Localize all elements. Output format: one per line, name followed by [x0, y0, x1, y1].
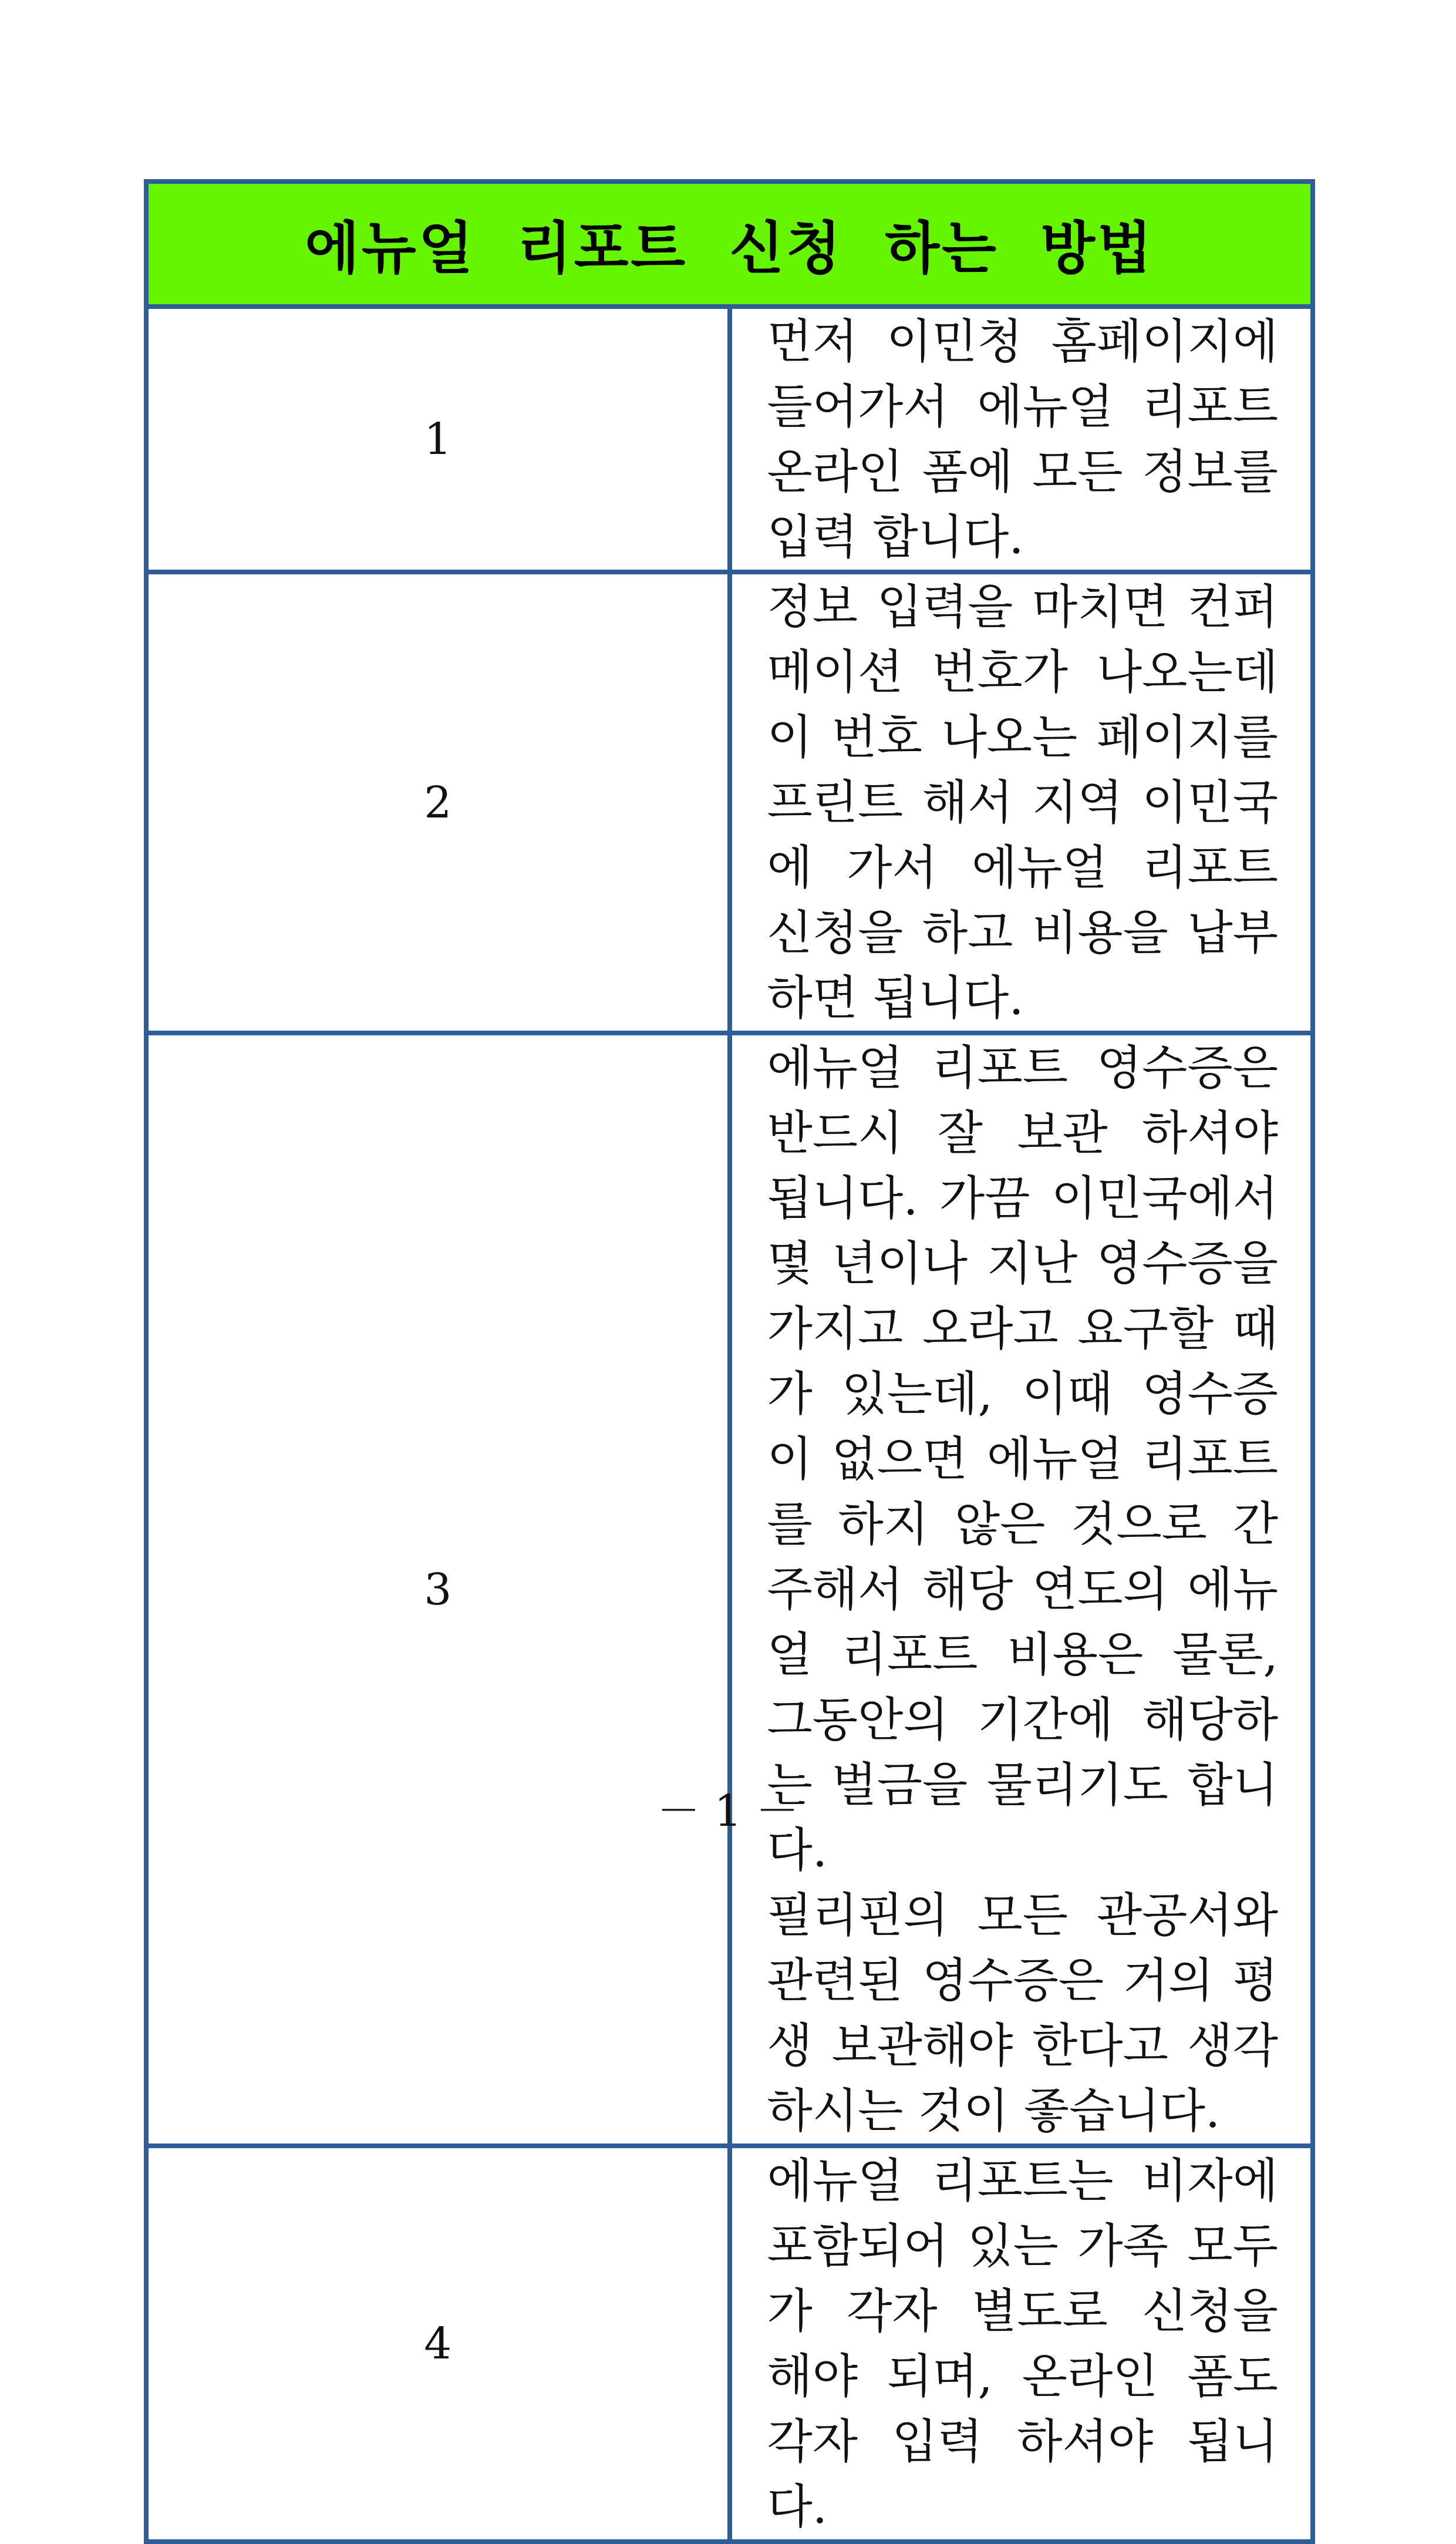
row-number: 2 — [146, 572, 730, 1033]
table-row — [146, 1033, 1313, 2146]
row-paragraph: 먼저 이민청 홈페이지에 들어가서 에뉴얼 리포트 온라인 폼에 모든 정보를 입력 합니다. — [767, 314, 1278, 564]
table-row — [146, 2146, 1313, 2542]
table-title: 에뉴얼 리포트 신청 하는 방법 — [146, 181, 1313, 307]
table-row — [146, 307, 1313, 572]
row-paragraph: 에뉴얼 리포트는 비자에 포함되어 있는 가족 모두가 각자 별도로 신청을 해야 되며, 온라인 폼도 각자 입력 하셔야 됩니다. — [767, 2153, 1278, 2534]
row-text — [730, 307, 1313, 572]
row-paragraph: 정보 입력을 마치면 컨퍼메이션 번호가 나오는데 이 번호 나오는 페이지를 프린트 해서 지역 이민국에 가서 에뉴얼 리포트 신청을 하고 비용을 납부 하면 됩니다. — [767, 580, 1278, 1025]
row-number: 1 — [146, 307, 730, 572]
row-text — [730, 1033, 1313, 2146]
instruction-table — [144, 179, 1315, 2544]
page-number: － 1 － — [656, 1786, 800, 1836]
row-paragraph: 필리핀의 모든 관공서와 관련된 영수증은 거의 평생 보관해야 한다고 생각 하시는 것이 좋습니다. — [767, 1888, 1278, 2138]
table-row — [146, 572, 1313, 1033]
row-paragraph: 에뉴얼 리포트 영수증은 반드시 잘 보관 하셔야 됩니다. 가끔 이민국에서 몇 년이나 지난 영수증을 가지고 오라고 요구할 때가 있는데, 이때 영수증이 없으면 에뉴얼 리포트를 하지 않은 것으로 간주해서 해당 연도의 에뉴얼 리포트 비용은 물론, 그동안의 기간에 해당하는 벌금을 물리기도 합니다. — [767, 1041, 1278, 1877]
row-number: 3 — [146, 1033, 730, 2146]
row-text — [730, 2146, 1313, 2542]
row-number: 4 — [146, 2146, 730, 2542]
row-text — [730, 572, 1313, 1033]
